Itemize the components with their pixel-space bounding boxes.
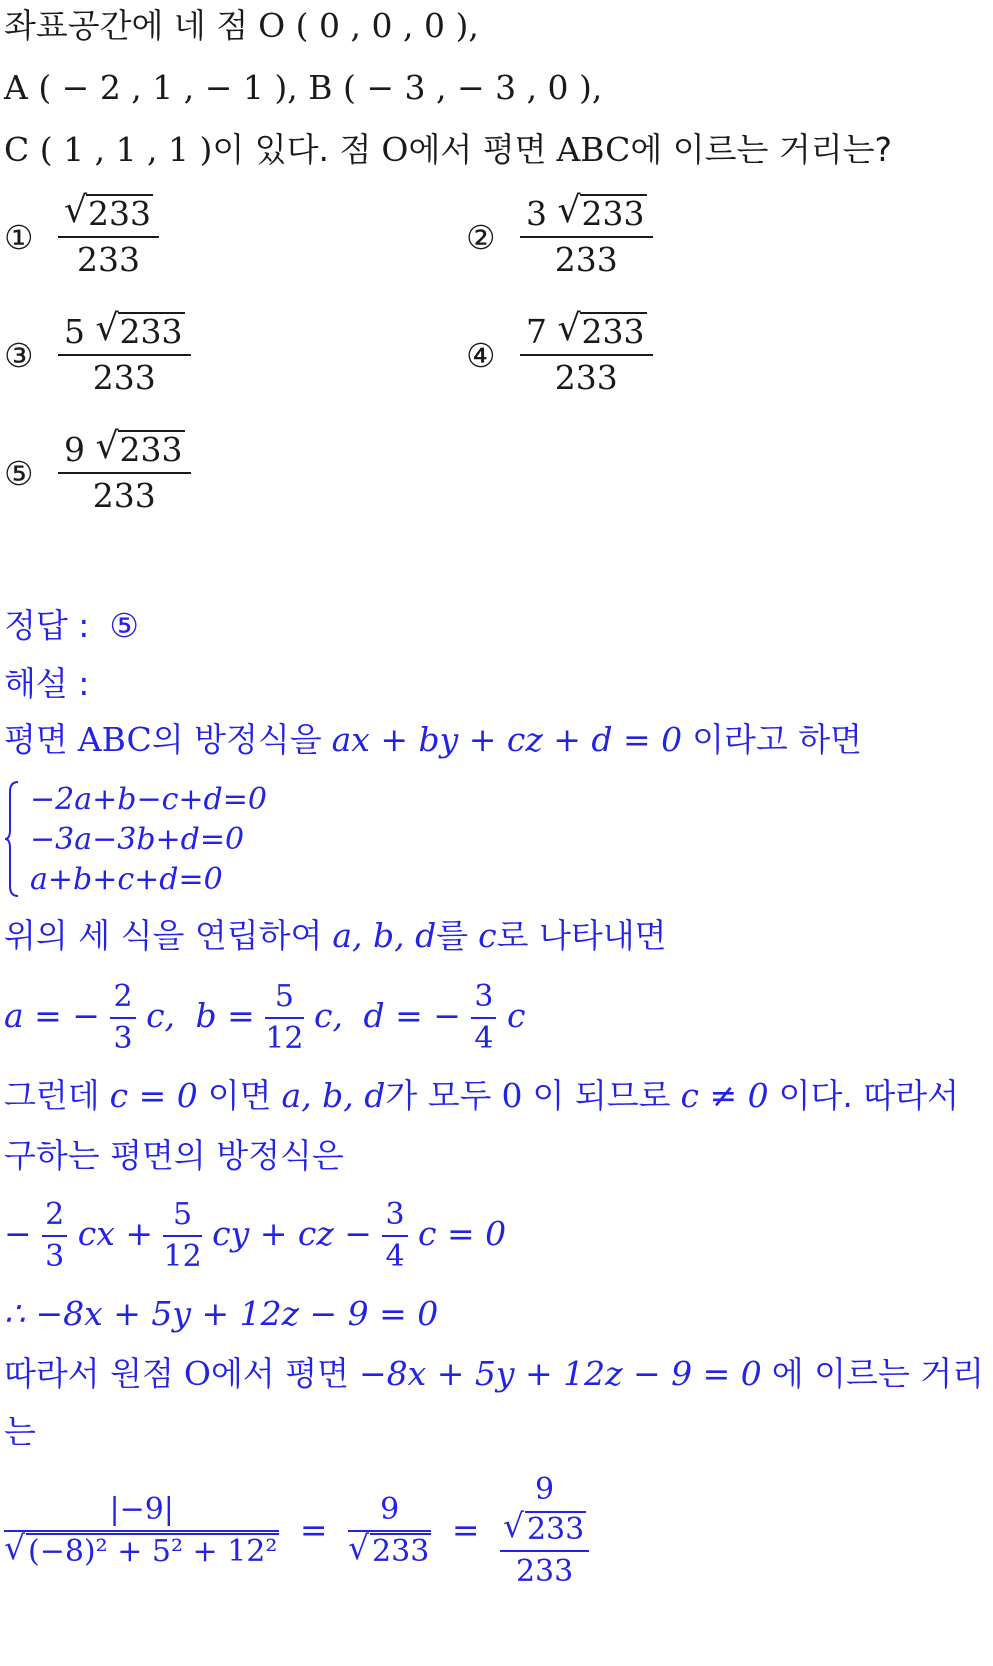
- sqrt-symbol: √ 233: [557, 306, 645, 351]
- sqrt-symbol: √ (−8)² + 5² + 12²: [4, 1528, 278, 1569]
- zero: 0: [501, 1076, 523, 1115]
- choice-marker: ④: [466, 335, 496, 375]
- eq-term: cy + cz −: [212, 1214, 372, 1253]
- equation-system: [4, 780, 267, 900]
- choice-marker: ③: [4, 335, 34, 375]
- expl-text: 를: [436, 916, 469, 955]
- plane-equation: −8x + 5y + 12z − 9 = 0: [358, 1354, 762, 1393]
- expl-text: 이라고 하면: [692, 720, 863, 759]
- expl-text: 위의 세 식을 연립하여: [4, 916, 323, 955]
- system-eq-2: −3a−3b+d=0: [30, 822, 245, 857]
- question-line-1: [4, 4, 479, 48]
- question-line-3: [4, 128, 892, 172]
- question-text: 에서 평면: [408, 130, 547, 169]
- expl-text: 에서 평면: [210, 1354, 349, 1393]
- vars-abd: a, b, d: [332, 916, 437, 955]
- fraction: 9 √ 233: [348, 1490, 431, 1572]
- expl-text: 에 이르는 거리: [771, 1354, 985, 1393]
- question-line-2: [4, 66, 602, 110]
- fraction: $\frac{2}{3}$: [110, 977, 135, 1059]
- expl-text: 로 나타내면: [496, 916, 667, 955]
- explanation-line-5: [4, 1352, 984, 1396]
- eq-term: c = 0: [418, 1214, 507, 1253]
- fraction: $\frac{5}{12}$: [265, 978, 304, 1056]
- expl-text: 이 되므로: [532, 1076, 671, 1115]
- distance-fraction: |−9| √ (−8)² + 5² + 12²: [4, 1490, 279, 1572]
- question-text: 이 있다. 점: [212, 130, 372, 169]
- explanation-line-4: 구하는 평면의 방정식은: [4, 1136, 344, 1175]
- var-c: c: [478, 916, 497, 955]
- plane-equation-line: [4, 1194, 506, 1277]
- cond-c-nonzero: c ≠ 0: [680, 1076, 769, 1115]
- sqrt-symbol: √ 233: [95, 306, 183, 351]
- explanation-label: 해설 :: [4, 664, 90, 703]
- choice-5[interactable]: [4, 424, 191, 518]
- brace-icon: [4, 780, 20, 898]
- cond-c-zero: c = 0: [109, 1076, 198, 1115]
- choice-marker: ②: [466, 217, 496, 257]
- plane-abc: ABC: [77, 720, 152, 759]
- explanation-line-2: [4, 914, 667, 958]
- point-c: C ( 1 , 1 , 1 ): [4, 130, 213, 169]
- expl-text: 그런데: [4, 1076, 100, 1115]
- explanation-line-1: [4, 718, 862, 762]
- final-distance-line: [4, 1470, 589, 1592]
- sqrt-symbol: √ 233: [502, 1506, 585, 1547]
- sqrt-symbol: √ 233: [557, 188, 645, 233]
- vars-abd: a, b, d: [281, 1076, 386, 1115]
- expl-text: 이다. 따라서: [778, 1076, 960, 1115]
- expl-text: 이면: [207, 1076, 272, 1115]
- fraction: $\frac{3}{4}$: [471, 977, 496, 1059]
- sol-var: c,: [146, 996, 176, 1035]
- choice-marker: ⑤: [4, 453, 34, 493]
- plane-equation: ax + by + cz + d = 0: [331, 720, 683, 759]
- expl-text: 평면: [4, 720, 68, 759]
- fraction: $\frac{3}{4}$: [382, 1195, 407, 1277]
- points-a-b: A ( − 2 , 1 , − 1 ), B ( − 3 , − 3 , 0 ),: [4, 68, 603, 107]
- choice-marker: ①: [4, 217, 34, 257]
- expl-text: 의 방정식을: [151, 720, 322, 759]
- sol-var: c,: [314, 996, 343, 1035]
- question-text: 좌표공간에 네 점: [4, 6, 249, 45]
- sol-d: d = −: [363, 996, 461, 1035]
- eq-term: cx +: [77, 1214, 153, 1253]
- sqrt-symbol: √ 233: [348, 1528, 430, 1569]
- choice-1[interactable]: [4, 188, 159, 282]
- choice-fraction: 7 √ 233 233: [520, 310, 653, 400]
- expl-text: 따라서 원점: [4, 1354, 174, 1393]
- choice-fraction: 5 √ 233 233: [58, 310, 191, 400]
- choice-2[interactable]: [466, 188, 653, 282]
- sqrt-symbol: √ 233: [64, 188, 151, 233]
- answer-label: 정답 :: [4, 606, 90, 645]
- fraction: $\frac{2}{3}$: [42, 1195, 67, 1277]
- sol-a: a = −: [4, 996, 100, 1035]
- explanation-line-3: [4, 1074, 959, 1118]
- answer-line: [4, 604, 139, 648]
- minus-sign: −: [4, 1214, 32, 1253]
- point-o-ref: O: [381, 130, 409, 169]
- choice-fraction: 3 √ 233 233: [520, 192, 653, 282]
- equals-sign: =: [451, 1509, 480, 1549]
- question-text: 에 이르는 거리는?: [630, 130, 893, 169]
- solution-line: [4, 976, 525, 1059]
- equals-sign: =: [299, 1509, 328, 1549]
- sqrt-symbol: √ 233: [95, 424, 183, 469]
- plane-abc: ABC: [556, 130, 631, 169]
- choice-fraction: √ 233 233: [58, 192, 159, 282]
- system-eq-3: a+b+c+d=0: [30, 862, 223, 897]
- therefore-line: ∴ −8x + 5y + 12z − 9 = 0: [4, 1294, 439, 1333]
- choice-4[interactable]: [466, 306, 653, 400]
- expl-text: 가 모두: [385, 1076, 492, 1115]
- answer-value: ⑤: [109, 606, 139, 645]
- fraction: $\frac{5}{12}$: [163, 1196, 202, 1274]
- sol-b: b =: [195, 996, 255, 1035]
- fraction: 9 √ 233 233: [500, 1470, 589, 1592]
- point-o-ref: O: [183, 1354, 211, 1393]
- choice-fraction: 9 √ 233 233: [58, 428, 191, 518]
- point-o: O ( 0 , 0 , 0 ),: [258, 6, 479, 45]
- explanation-line-6: 는: [4, 1412, 36, 1451]
- choice-3[interactable]: [4, 306, 191, 400]
- sol-var: c: [506, 996, 526, 1035]
- system-eq-1: −2a+b−c+d=0: [30, 782, 267, 817]
